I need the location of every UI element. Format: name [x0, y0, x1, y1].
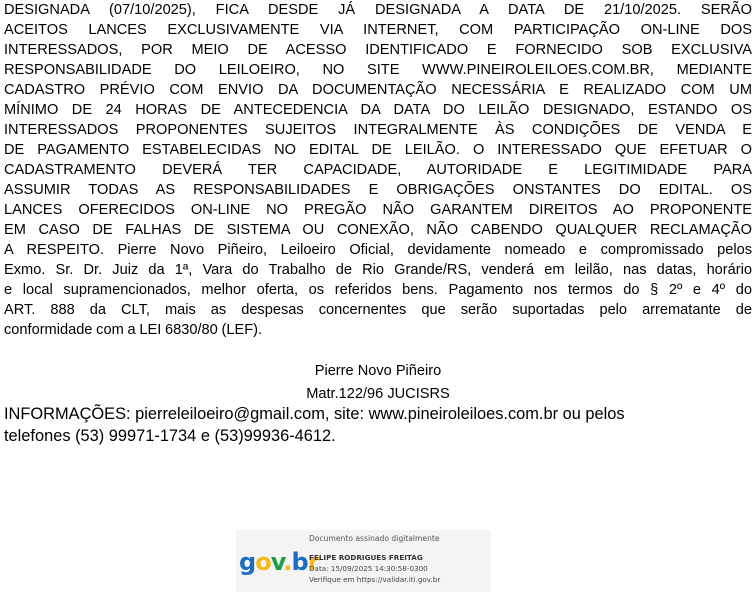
body-line: A RESPEITO. Pierre Novo Piñeiro, Leiloeiro Oficial, devidamente nomeado e compromissado pelos	[4, 242, 752, 258]
body-line: RESPONSABILIDADE DO LEILOEIRO, NO SITE WWW.PINEIROLEILOES.COM.BR, MEDIANTE	[4, 62, 752, 78]
contact-information	[4, 403, 752, 447]
contact-line-phones: telefones (53) 99971-1734 e (53)99936-4612.	[4, 427, 336, 445]
body-line: INTERESSADOS PROPONENTES SUJEITOS INTEGRALMENTE ÀS CONDIÇÕES DE VENDA E	[4, 122, 752, 138]
auctioneer-name: Pierre Novo Piñeiro	[314, 363, 442, 379]
signature-details	[309, 533, 440, 585]
body-line: INTERESSADOS, POR MEIO DE ACESSO IDENTIFICADO E FORNECIDO SOB EXCLUSIVA	[4, 42, 752, 58]
signature-date: Data: 15/09/2025 14:30:58-0300	[309, 564, 428, 573]
auction-notice-body	[4, 0, 752, 340]
body-line: DESIGNADA (07/10/2025), FICA DESDE JÁ DESIGNADA A DATA DE 21/10/2025. SERÃO	[4, 2, 752, 18]
signature-signer: FELIPE RODRIGUES FREITAG	[309, 553, 423, 562]
signature-verify-link[interactable]: Verifique em https://validar.iti.gov.br	[309, 575, 441, 584]
digital-signature-stamp	[236, 530, 491, 592]
body-line: e local supramencionados, melhor oferta, os referidos bens. Pagamento nos termos do § 2º e 4º do	[4, 282, 752, 298]
body-line: MÍNIMO DE 24 HORAS DE ANTECEDENCIA DA DATA DO LEILÃO DESIGNADO, ESTANDO OS	[4, 102, 752, 118]
contact-line-email-site: INFORMAÇÕES: pierreleiloeiro@gmail.com, site: www.pineiroleiloes.com.br ou pelos	[4, 405, 625, 423]
body-line: DE PAGAMENTO ESTABELECIDAS NO EDITAL DE LEILÃO. O INTERESSADO QUE EFETUAR O	[4, 142, 752, 158]
body-line: CADASTRO PRÉVIO COM ENVIO DA DOCUMENTAÇÃO NECESSÁRIA E REALIZADO COM UM	[4, 82, 752, 98]
govbr-logo: gov.br	[239, 548, 319, 576]
body-line: ASSUMIR TODAS AS RESPONSABILIDADES E OBRIGAÇÕES ONSTANTES DO EDITAL. OS	[4, 182, 752, 198]
body-line: EM CASO DE FALHAS DE SISTEMA OU CONEXÃO, NÃO CABENDO QUALQUER RECLAMAÇÃO	[4, 222, 752, 238]
body-line: ACEITOS LANCES EXCLUSIVAMENTE VIA INTERNET, COM PARTICIPAÇÃO ON-LINE DOS	[4, 22, 752, 38]
signature-title: Documento assinado digitalmente	[309, 534, 440, 543]
auctioneer-registration: Matr.122/96 JUCISRS	[306, 386, 450, 402]
body-line: CADASTRAMENTO DEVERÁ TER CAPACIDADE, AUTORIDADE E LEGITIMIDADE PARA	[4, 162, 752, 178]
body-line: LANCES OFERECIDOS ON-LINE NO PREGÃO NÃO GARANTEM DIREITOS AO PROPONENTE	[4, 202, 752, 218]
body-line: conformidade com a LEI 6830/80 (LEF).	[4, 322, 263, 338]
body-line: ART. 888 da CLT, mais as despesas concernentes que serão suportadas pelo arrematante de	[4, 302, 752, 318]
body-line: Exmo. Sr. Dr. Juiz da 1ª, Vara do Trabalho de Rio Grande/RS, venderá em leilão, nas datas, horário	[4, 262, 752, 278]
